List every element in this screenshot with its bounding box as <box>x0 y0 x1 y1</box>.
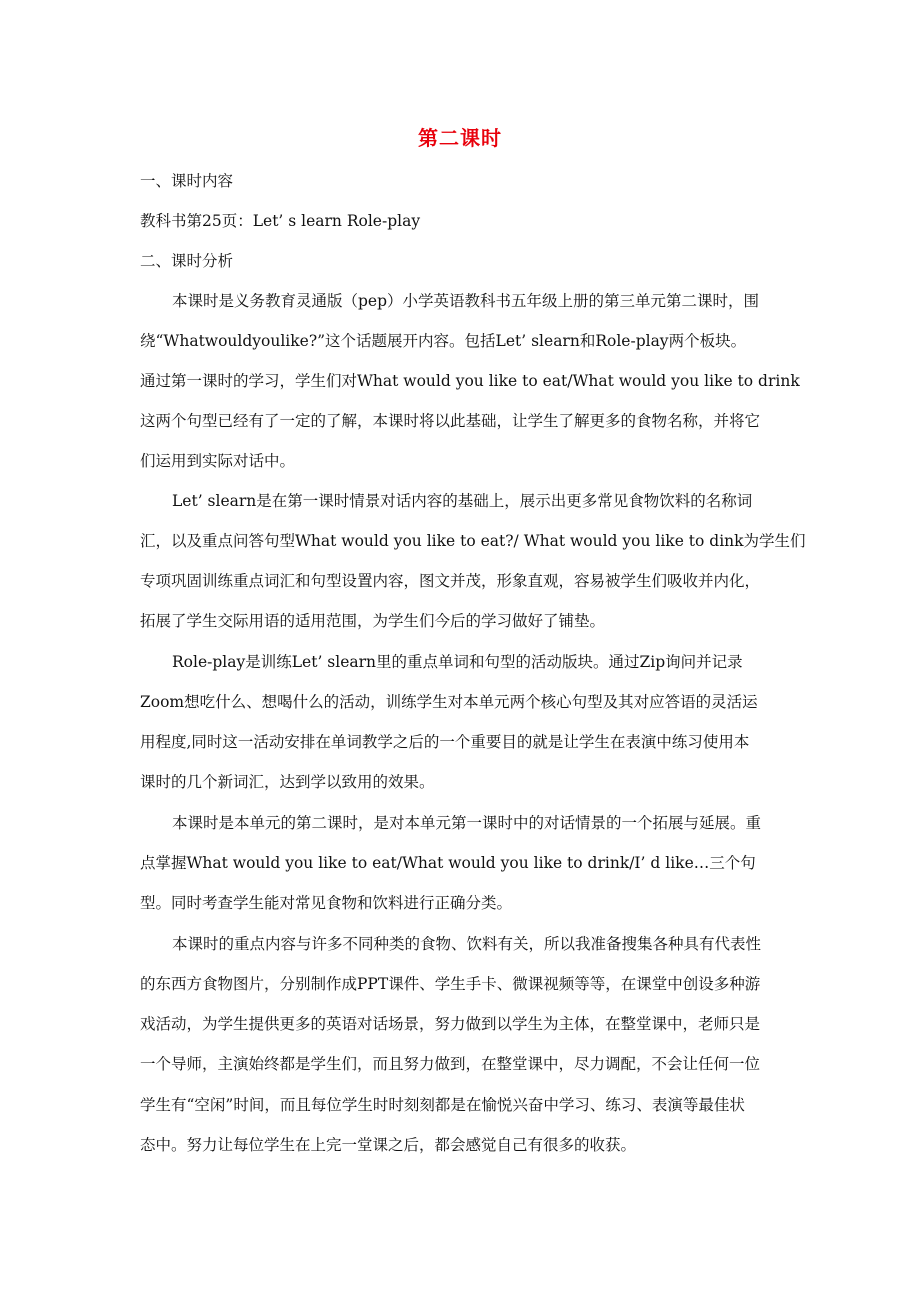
paragraph-2-line: 拓展了学生交际用语的适用范围，为学生们今后的学习做好了铺垫。 <box>140 612 606 630</box>
section-heading-lesson-content: 一、课时内容 <box>140 172 234 190</box>
paragraph-2-line: 汇，以及重点问答句型What would you like to eat?/ What would you like to dink为学生们 <box>140 532 806 550</box>
paragraph-2-line: 专项巩固训练重点词汇和句型设置内容，图文并茂，形象直观，容易被学生们吸收并内化， <box>140 572 761 590</box>
paragraph-1-line: 本课时是义务教育灵通版（pep）小学英语教科书五年级上册的第三单元第二课时，围 <box>172 292 760 310</box>
paragraph-1-line: 们运用到实际对话中。 <box>140 452 296 470</box>
paragraph-3-line: Role-play是训练Let’ slearn里的重点单词和句型的活动版块。通过Zip询问并记录 <box>172 653 743 671</box>
textbook-reference: 教科书第25页：Let’ s learn Role-play <box>140 212 421 230</box>
paragraph-3-line: Zoom想吃什么、想喝什么的活动，训练学生对本单元两个核心句型及其对应答语的灵活运 <box>140 693 758 711</box>
page-title: 第二课时 <box>418 126 502 150</box>
paragraph-1-line: 绕“Whatwouldyoulike?”这个话题展开内容。包括Let’ slearn和Role-play两个板块。 <box>140 332 747 350</box>
paragraph-2-line: Let’ slearn是在第一课时情景对话内容的基础上，展示出更多常见食物饮料的名称词 <box>172 492 753 510</box>
paragraph-5-line: 态中。努力让每位学生在上完一堂课之后，都会感觉自己有很多的收获。 <box>140 1136 637 1154</box>
section-heading-lesson-analysis: 二、课时分析 <box>140 252 234 270</box>
paragraph-4-line: 本课时是本单元的第二课时，是对本单元第一课时中的对话情景的一个拓展与延展。重 <box>172 814 762 832</box>
paragraph-1-line: 通过第一课时的学习，学生们对What would you like to eat/What would you like to drink <box>140 372 800 390</box>
paragraph-3-line: 课时的几个新词汇，达到学以致用的效果。 <box>140 773 435 791</box>
paragraph-3-line: 用程度,同时这一活动安排在单词教学之后的一个重要目的就是让学生在表演中练习使用本 <box>140 733 750 751</box>
paragraph-5-line: 戏活动，为学生提供更多的英语对话场景，努力做到以学生为主体，在整堂课中，老师只是 <box>140 1015 761 1033</box>
paragraph-5-line: 学生有“空闲”时间，而且每位学生时时刻刻都是在愉悦兴奋中学习、练习、表演等最佳状 <box>140 1096 745 1114</box>
paragraph-4-line: 型。同时考查学生能对常见食物和饮料进行正确分类。 <box>140 894 513 912</box>
paragraph-5-line: 的东西方食物图片，分别制作成PPT课件、学生手卡、微课视频等等，在课堂中创设多种游 <box>140 975 761 993</box>
paragraph-4-line: 点掌握What would you like to eat/What would you like to drink/I’ d like…三个句 <box>140 854 756 872</box>
paragraph-5-line: 一个导师，主演始终都是学生们，而且努力做到，在整堂课中，尽力调配，不会让任何一位 <box>140 1055 761 1073</box>
paragraph-5-line: 本课时的重点内容与许多不同种类的食物、饮料有关，所以我准备搜集各种具有代表性 <box>172 935 762 953</box>
paragraph-1-line: 这两个句型已经有了一定的了解，本课时将以此基础，让学生了解更多的食物名称，并将它 <box>140 412 761 430</box>
